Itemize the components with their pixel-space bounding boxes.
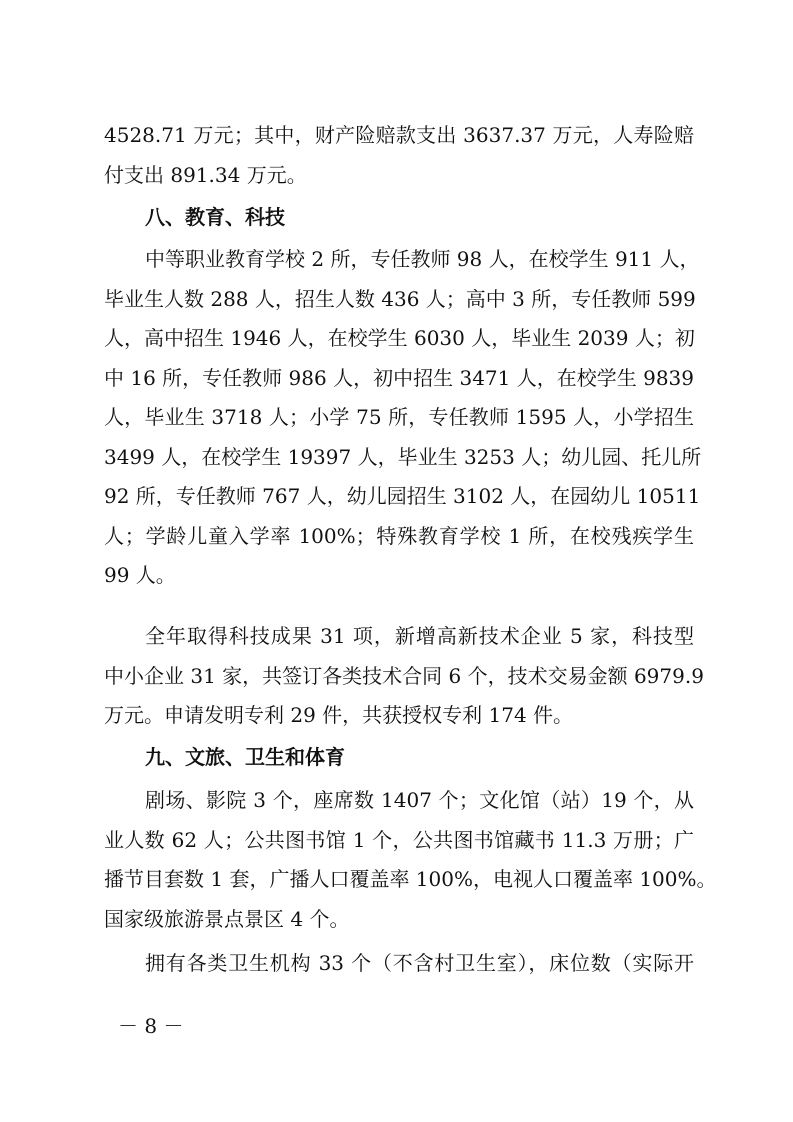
text-line: 剧场、影院 3 个，座席数 1407 个；文化馆（站）19 个，从 [145, 788, 694, 812]
text-line: 92 所，专任教师 767 人，幼儿园招生 3102 人，在园幼儿 10511 [104, 484, 701, 508]
paragraph-health [104, 944, 694, 984]
paragraph-education [104, 240, 702, 596]
text-line: 人；学龄儿童入学率 100%；特殊教育学校 1 所，在校残疾学生 [104, 523, 694, 548]
text-line: 人，毕业生 3718 人；小学 75 所，专任教师 1595 人，小学招生 [104, 405, 694, 429]
text-line: 4528.71 万元；其中，财产险赔款支出 3637.37 万元，人寿险赔 [104, 123, 694, 147]
paragraph-culture-tourism [104, 781, 717, 939]
section-heading-education-technology [104, 198, 694, 238]
text-line: 拥有各类卫生机构 33 个（不含村卫生室），床位数（实际开 [145, 951, 694, 975]
text-line: 业人数 62 人；公共图书馆 1 个，公共图书馆藏书 11.3 万册；广 [104, 827, 694, 852]
text-line: 毕业生人数 288 人，招生人数 436 人；高中 3 所，专任教师 599 [104, 286, 696, 311]
text-line: 万元。申请发明专利 29 件，共获授权专利 174 件。 [104, 703, 574, 727]
paragraph-insurance-payout [104, 116, 694, 195]
text-line: 中等职业教育学校 2 所，专任教师 98 人，在校学生 911 人， [145, 247, 700, 271]
text-line: 中小企业 31 家，共签订各类技术合同 6 个，技术交易金额 6979.9 [104, 663, 704, 688]
text-line: 付支出 891.34 万元。 [104, 162, 307, 187]
heading-text: 九、文旅、卫生和体育 [145, 745, 345, 769]
heading-text: 八、教育、科技 [145, 205, 285, 229]
text-line: 全年取得科技成果 31 项，新增高新技术企业 5 家，科技型 [145, 624, 694, 648]
section-heading-culture-health-sports [104, 738, 694, 778]
paragraph-technology [104, 617, 704, 736]
text-line: 99 人。 [104, 563, 176, 587]
text-line: 3499 人，在校学生 19397 人，毕业生 3253 人；幼儿园、托儿所 [104, 444, 702, 469]
text-line: 国家级旅游景点景区 4 个。 [104, 906, 350, 931]
text-line: 播节目套数 1 套，广播人口覆盖率 100%，电视人口覆盖率 100%。 [104, 867, 717, 891]
text-line: 中 16 所，专任教师 986 人，初中招生 3471 人，在校学生 9839 [104, 365, 694, 390]
page-number: － 8 － [118, 1014, 184, 1038]
text-line: 人，高中招生 1946 人，在校学生 6030 人，毕业生 2039 人；初 [104, 326, 695, 350]
